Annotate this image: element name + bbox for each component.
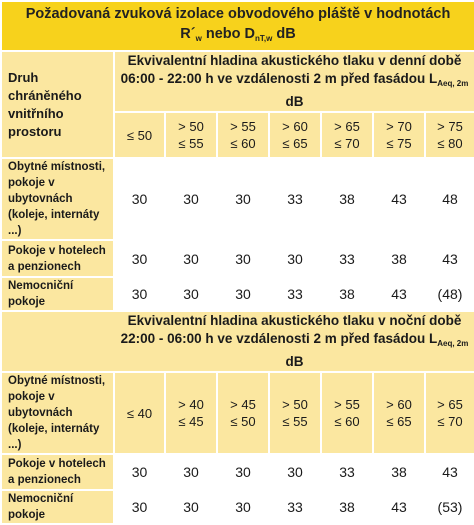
range-lower: > 65 [334, 119, 360, 134]
value-cell: 30 [217, 158, 269, 240]
value-cell: 38 [373, 454, 425, 490]
room-type-label-line: Nemocniční pokoje [8, 493, 74, 521]
value-cell: 30 [114, 158, 165, 240]
value-cell: 30 [269, 454, 321, 490]
range-lower: > 50 [282, 397, 308, 412]
room-type-label [1, 277, 114, 311]
room-type-label [1, 158, 114, 240]
range-lower: > 60 [386, 397, 412, 412]
value-cell: 38 [321, 490, 373, 524]
range-lower: > 45 [230, 397, 256, 412]
value-cell: 38 [373, 240, 425, 277]
value-cell: 30 [217, 454, 269, 490]
day-range-cell [165, 112, 217, 158]
value-cell: 43 [425, 454, 474, 490]
night-range-cell [165, 372, 217, 454]
range-upper: ≤ 55 [178, 136, 204, 151]
night-range-cell [217, 372, 269, 454]
value-cell: 30 [165, 490, 217, 524]
day-range-cell [269, 112, 321, 158]
value-cell: 30 [165, 158, 217, 240]
room-type-label [1, 372, 114, 454]
night-condition-header: Ekvivalentní hladina akustického tlaku v noční době 22:00 - 06:00 h ve vzdálenosti 2 m před fasádou $L_{Aeq, 2m}$ dB [1, 311, 474, 372]
room-type-label-line: Obytné místnosti, [8, 375, 106, 387]
range-upper: ≤ 60 [334, 414, 360, 429]
range-lower: > 55 [334, 397, 360, 412]
day-condition-header: Ekvivalentní hladina akustického tlaku v denní době 06:00 - 22:00 h ve vzdálenosti 2 m před fasádou $L_{Aeq, 2m}$ dB [114, 51, 474, 112]
room-type-label-line: a penzionech [8, 474, 81, 486]
room-type-label-line: Pokoje v hotelech [8, 244, 106, 257]
value-cell: 33 [269, 490, 321, 524]
room-type-label [1, 454, 114, 490]
range-upper: ≤ 65 [386, 414, 412, 429]
room-type-label [1, 490, 114, 524]
value-cell: 38 [321, 158, 373, 240]
room-type-label-line: Nemocniční pokoje [8, 280, 74, 308]
range-lower: > 65 [437, 397, 463, 412]
room-type-label-line: pokoje v ubytovnách [8, 177, 73, 205]
room-type-label [1, 240, 114, 277]
night-range-cell [269, 372, 321, 454]
value-cell: (48) [425, 277, 474, 311]
value-cell: 30 [114, 240, 165, 277]
night-range-cell [321, 372, 373, 454]
value-cell: 33 [269, 158, 321, 240]
day-range-cell [425, 112, 474, 158]
range-lower: ≤ 40 [126, 405, 153, 421]
table-row [1, 240, 474, 277]
value-cell: 30 [217, 240, 269, 277]
night-range-cell [114, 372, 165, 454]
range-lower: > 50 [178, 119, 204, 134]
table-row [1, 158, 474, 240]
room-type-label-line: a penzionech [8, 260, 81, 273]
value-cell: 30 [217, 277, 269, 311]
value-cell: 30 [165, 454, 217, 490]
value-cell: 43 [425, 240, 474, 277]
table-row [1, 454, 474, 490]
value-cell: 33 [269, 277, 321, 311]
room-type-label-line: Obytné místnosti, [8, 161, 106, 173]
range-lower: > 40 [178, 397, 204, 412]
value-cell: 30 [269, 240, 321, 277]
range-lower: ≤ 50 [126, 127, 153, 143]
range-lower: > 55 [230, 119, 256, 134]
day-range-cell [373, 112, 425, 158]
range-lower: > 60 [282, 119, 308, 134]
range-upper: ≤ 45 [178, 414, 204, 429]
range-upper: ≤ 60 [230, 136, 256, 151]
value-cell: 43 [373, 490, 425, 524]
range-upper: ≤ 70 [437, 414, 463, 429]
room-type-label-line: Pokoje v hotelech [8, 458, 106, 470]
value-cell: (53) [425, 490, 474, 524]
value-cell: 30 [114, 454, 165, 490]
day-range-cell [321, 112, 373, 158]
night-range-cell [425, 372, 474, 454]
value-cell: 48 [425, 158, 474, 240]
room-type-header: Druh chráněného vnitřního prostoru [1, 51, 114, 158]
table-row [1, 490, 474, 524]
room-type-label-line: pokoje v ubytovnách [8, 391, 73, 419]
range-upper: ≤ 65 [282, 136, 308, 151]
value-cell: 43 [373, 158, 425, 240]
title-line-2: $R´_w$ nebo $D_{nT,w}$ dB [180, 25, 296, 43]
room-type-label-line: (koleje, internáty ...) [8, 209, 100, 237]
day-range-cell [217, 112, 269, 158]
value-cell: 43 [373, 277, 425, 311]
value-cell: 30 [114, 490, 165, 524]
value-cell: 33 [321, 240, 373, 277]
value-cell: 30 [217, 490, 269, 524]
value-cell: 30 [165, 240, 217, 277]
value-cell: 30 [114, 277, 165, 311]
table-title [1, 1, 474, 51]
range-upper: ≤ 75 [386, 136, 412, 151]
range-upper: ≤ 55 [282, 414, 308, 429]
value-cell: 38 [321, 277, 373, 311]
table-row [1, 372, 474, 454]
title-line-1: Požadovaná zvuková izolace obvodového pláště v hodnotách [25, 5, 451, 22]
value-cell: 33 [321, 454, 373, 490]
range-lower: > 75 [437, 119, 463, 134]
range-upper: ≤ 80 [437, 136, 463, 151]
night-range-cell [373, 372, 425, 454]
room-type-label-line: (koleje, internáty ...) [8, 423, 100, 451]
range-lower: > 70 [386, 119, 412, 134]
table-row [1, 277, 474, 311]
range-upper: ≤ 50 [230, 414, 256, 429]
range-upper: ≤ 70 [334, 136, 360, 151]
value-cell: 30 [165, 277, 217, 311]
day-range-cell [114, 112, 165, 158]
